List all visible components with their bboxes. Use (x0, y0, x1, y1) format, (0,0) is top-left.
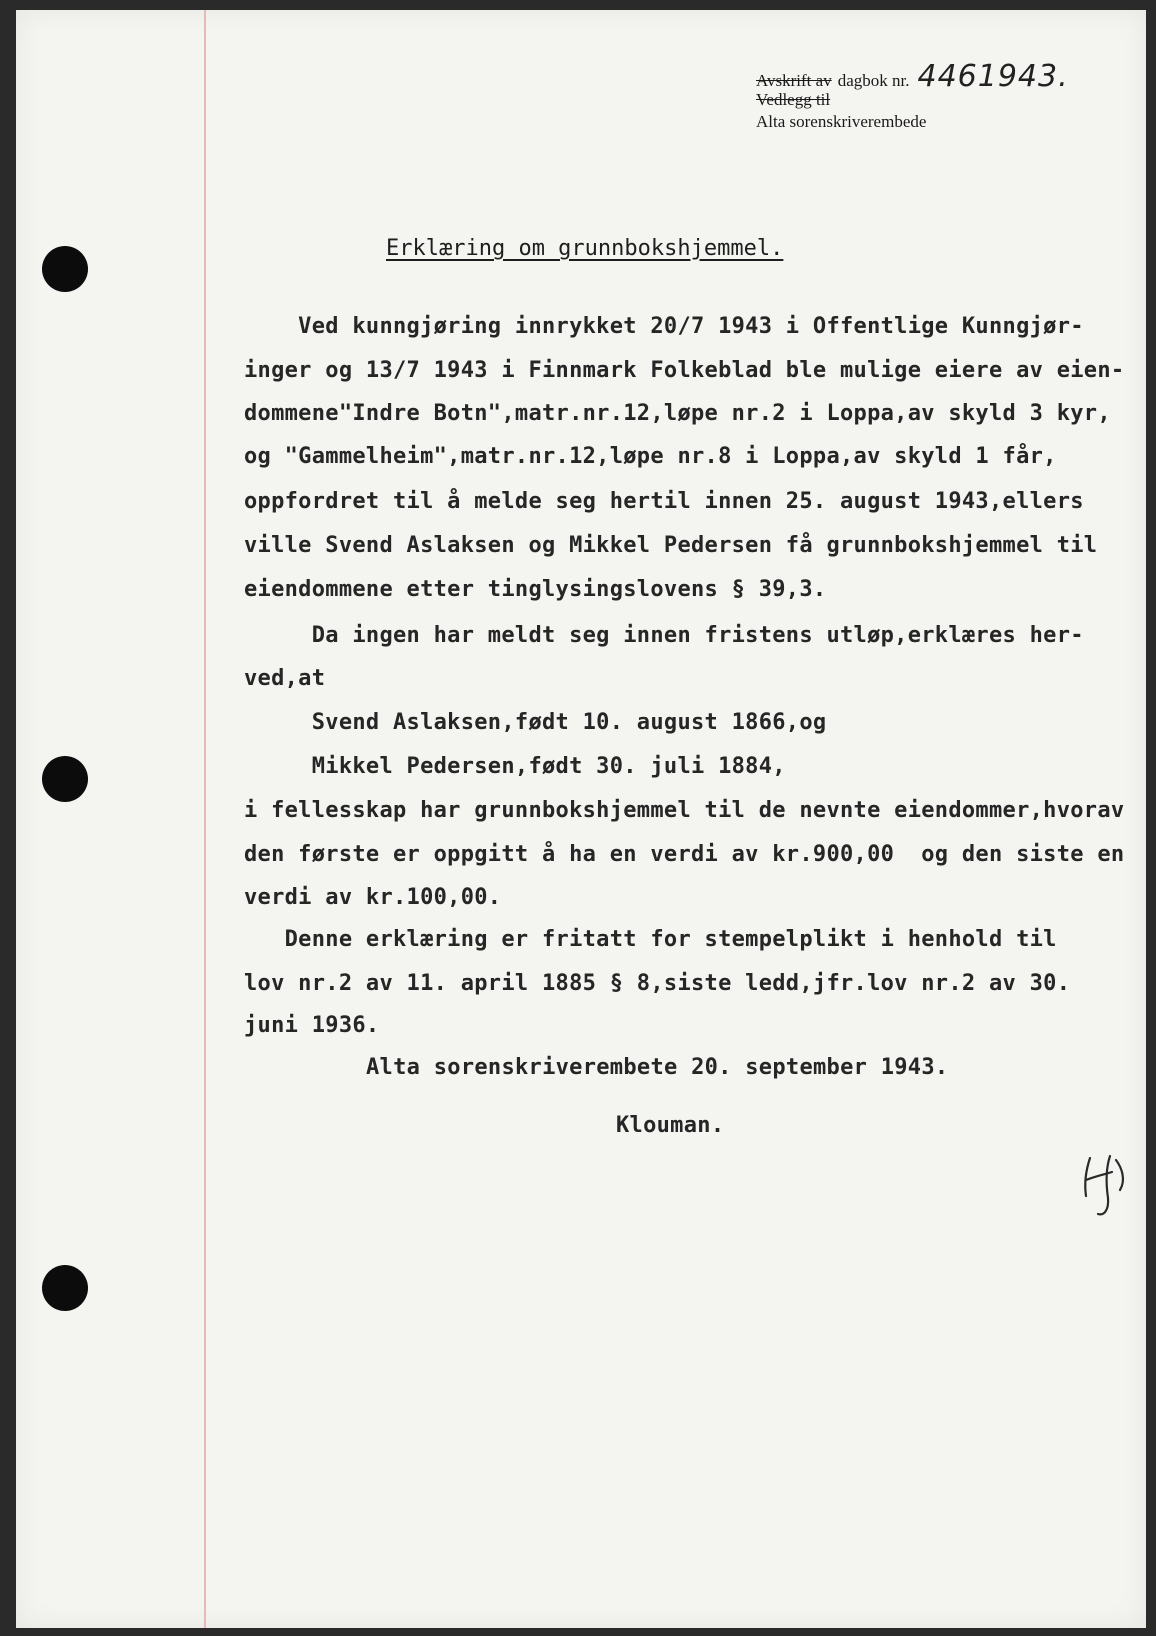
body-line: eiendommene etter tinglysingslovens § 39,3. (244, 577, 827, 602)
punch-hole-bottom (42, 1265, 88, 1311)
body-line: Svend Aslaksen,født 10. august 1866,og (244, 710, 827, 735)
header-stamp (756, 59, 1069, 135)
document-page (16, 10, 1146, 1628)
body-line: i fellesskap har grunnbokshjemmel til de nevnte eiendommer,hvorav (244, 798, 1125, 823)
body-line: Da ingen har meldt seg innen fristens utløp,erklæres her- (244, 623, 1084, 648)
body-line: og "Gammelheim",matr.nr.12,løpe nr.8 i Loppa,av skyld 1 får, (244, 444, 1057, 469)
document-title: Erklæring om grunnbokshjemmel. (386, 236, 784, 261)
body-line: dommene"Indre Botn",matr.nr.12,løpe nr.2 i Loppa,av skyld 3 kyr, (244, 401, 1111, 426)
dagbok-label: dagbok nr. (837, 71, 910, 90)
body-line: oppfordret til å melde seg hertil innen 25. august 1943,ellers (244, 489, 1084, 514)
body-line: den første er oppgitt å ha en verdi av kr.900,00 og den siste en (244, 842, 1125, 867)
struck-labels (756, 71, 832, 109)
place-date-line: Alta sorenskriverembete 20. september 1943. (366, 1055, 949, 1080)
body-line: juni 1936. (244, 1013, 380, 1038)
office-name: Alta sorenskriverembede (756, 112, 927, 131)
body-line: ved,at (244, 666, 326, 691)
struck-label-2: Vedlegg til (756, 90, 831, 109)
body-line: ville Svend Aslaksen og Mikkel Pedersen få grunnbokshjemmel til (244, 533, 1098, 558)
handwritten-number: 4461943. (917, 59, 1069, 94)
initials-signature-icon (1076, 1150, 1140, 1220)
body-line: Mikkel Pedersen,født 30. juli 1884, (244, 754, 786, 779)
margin-line (204, 10, 206, 1628)
punch-hole-middle (42, 756, 88, 802)
body-line: verdi av kr.100,00. (244, 885, 502, 910)
struck-label-1: Avskrift av (756, 71, 832, 90)
body-line: inger og 13/7 1943 i Finnmark Folkeblad ble mulige eiere av eien- (244, 358, 1125, 383)
body-line: Denne erklæring er fritatt for stempelplikt i henhold til (244, 927, 1057, 952)
punch-hole-top (42, 246, 88, 292)
body-line: Ved kunngjøring innrykket 20/7 1943 i Offentlige Kunngjør- (244, 314, 1084, 339)
body-line: lov nr.2 av 11. april 1885 § 8,siste ledd,jfr.lov nr.2 av 30. (244, 971, 1071, 996)
signer-name: Klouman. (616, 1113, 725, 1138)
